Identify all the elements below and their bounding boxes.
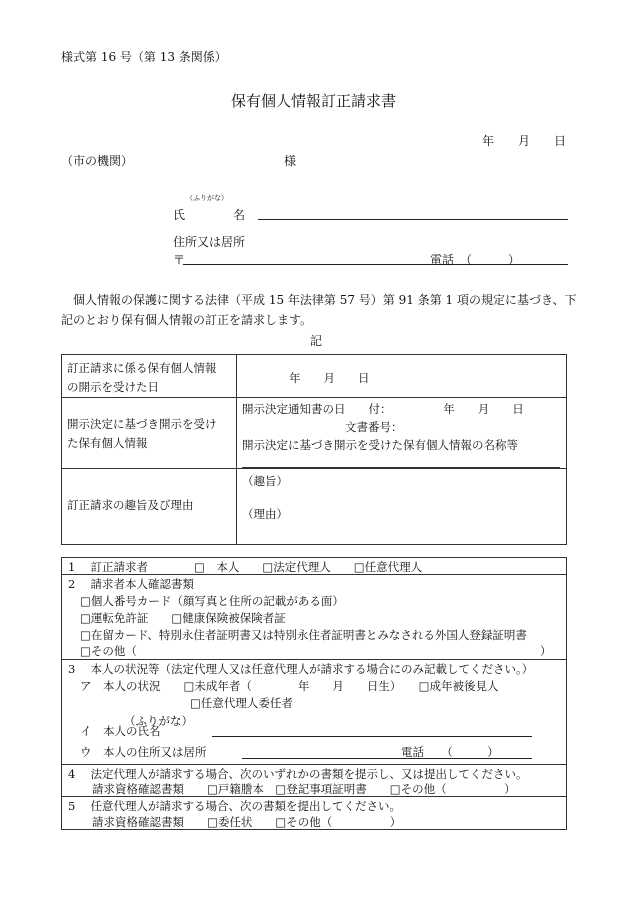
voluntary-agent-title: 5 任意代理人が請求する場合、次の書類を提出してください。 — [68, 799, 401, 813]
row1-label — [62, 355, 237, 398]
row1-label-line2: の開示を受けた日 — [67, 380, 159, 394]
id-doc-residence-card[interactable]: □在留カード、特別永住者証明書又は特別永住者証明書とみなされる外国人登録証明書 — [80, 628, 527, 642]
body-line-1: 個人情報の保護に関する法律（平成 15 年法律第 57 号）第 91 条第 1 項の規定に基づき、下 — [73, 293, 577, 307]
id-doc-other[interactable]: □その他（ — [80, 644, 137, 658]
date-line: 年 月 日 — [482, 134, 567, 148]
section-4 — [61, 765, 567, 797]
row1-value: 年 月 日 — [289, 371, 370, 385]
row2-label-line2: た保有個人情報 — [67, 436, 148, 450]
form-number: 様式第 16 号（第 13 条関係） — [61, 50, 227, 64]
name-label: 氏 名 — [173, 208, 246, 222]
row2-info-name: 開示決定に基づき開示を受けた保有個人情報の名称等 — [242, 438, 518, 452]
section-2 — [61, 575, 567, 660]
requester-type[interactable]: 1 訂正請求者 □ 本人 □法定代理人 □任意代理人 — [68, 560, 423, 574]
id-doc-other-close: ） — [540, 644, 552, 658]
legal-agent-title: 4 法定代理人が請求する場合、次のいずれかの書類を提示し、又は提出してください。 — [68, 767, 528, 781]
row2-label-line1: 開示決定に基づき開示を受け — [67, 417, 217, 431]
row1-label-line1: 訂正請求に係る保有個人情報 — [67, 361, 217, 375]
row3-label — [62, 469, 237, 545]
row1-value-cell[interactable] — [237, 355, 567, 398]
section-1 — [61, 557, 567, 575]
principal-name-label: イ 本人の氏名 — [80, 724, 161, 738]
addressee: （市の機関） — [61, 154, 134, 168]
principal-status-title: 3 本人の状況等（法定代理人又は任意代理人が請求する場合にのみ記載してください。） — [68, 662, 534, 676]
correction-table — [61, 354, 567, 545]
page-title: 保有個人情報訂正請求書 — [231, 92, 397, 110]
principal-address-label: ウ 本人の住所又は居所 — [80, 745, 207, 759]
id-docs-title: 2 請求者本人確認書類 — [68, 577, 194, 591]
id-doc-mynumber[interactable]: □個人番号カード（顔写真と住所の記載がある面） — [80, 594, 344, 608]
row3-value-cell[interactable] — [237, 469, 567, 545]
section-3 — [61, 660, 567, 765]
postal-mark: 〒 — [173, 253, 186, 267]
legal-agent-docs[interactable]: 請求資格確認書類 □戸籍謄本 □登記事項証明書 □その他（ ） — [92, 782, 516, 796]
body-line-2: 記のとおり保有個人情報の訂正を請求します。 — [61, 313, 313, 327]
principal-status[interactable]: ア 本人の状況 □未成年者（ 年 月 日生） □成年被後見人 — [80, 679, 499, 693]
name-field[interactable] — [258, 219, 568, 220]
row2-notice-date: 開示決定通知書の日 付： 年 月 日 — [242, 402, 524, 416]
ki-mark: 記 — [310, 334, 323, 348]
principal-name-field[interactable] — [212, 736, 532, 737]
section-5 — [61, 797, 567, 830]
furigana-label: （ふりがな） — [186, 194, 228, 202]
phone-label: 電話 （ ） — [430, 253, 521, 267]
principal-status-delegator[interactable]: □任意代理人委任者 — [190, 696, 293, 710]
purpose-label: （趣旨） — [242, 474, 288, 488]
principal-furigana: （ふりがな） — [124, 714, 193, 728]
row2-label — [62, 398, 237, 469]
id-doc-license-insurance[interactable]: □運転免許証 □健康保険被保険者証 — [80, 611, 286, 625]
row2-document-number: 文書番号： — [345, 420, 403, 434]
row2-value-cell[interactable] — [237, 398, 567, 469]
row3-label-text: 訂正請求の趣旨及び理由 — [67, 498, 194, 512]
voluntary-agent-docs[interactable]: 請求資格確認書類 □委任状 □その他（ ） — [92, 815, 402, 829]
honorific: 様 — [284, 154, 297, 168]
reason-label: （理由） — [242, 507, 288, 521]
address-label: 住所又は居所 — [173, 235, 246, 249]
principal-phone: 電話 （ ） — [401, 745, 499, 759]
